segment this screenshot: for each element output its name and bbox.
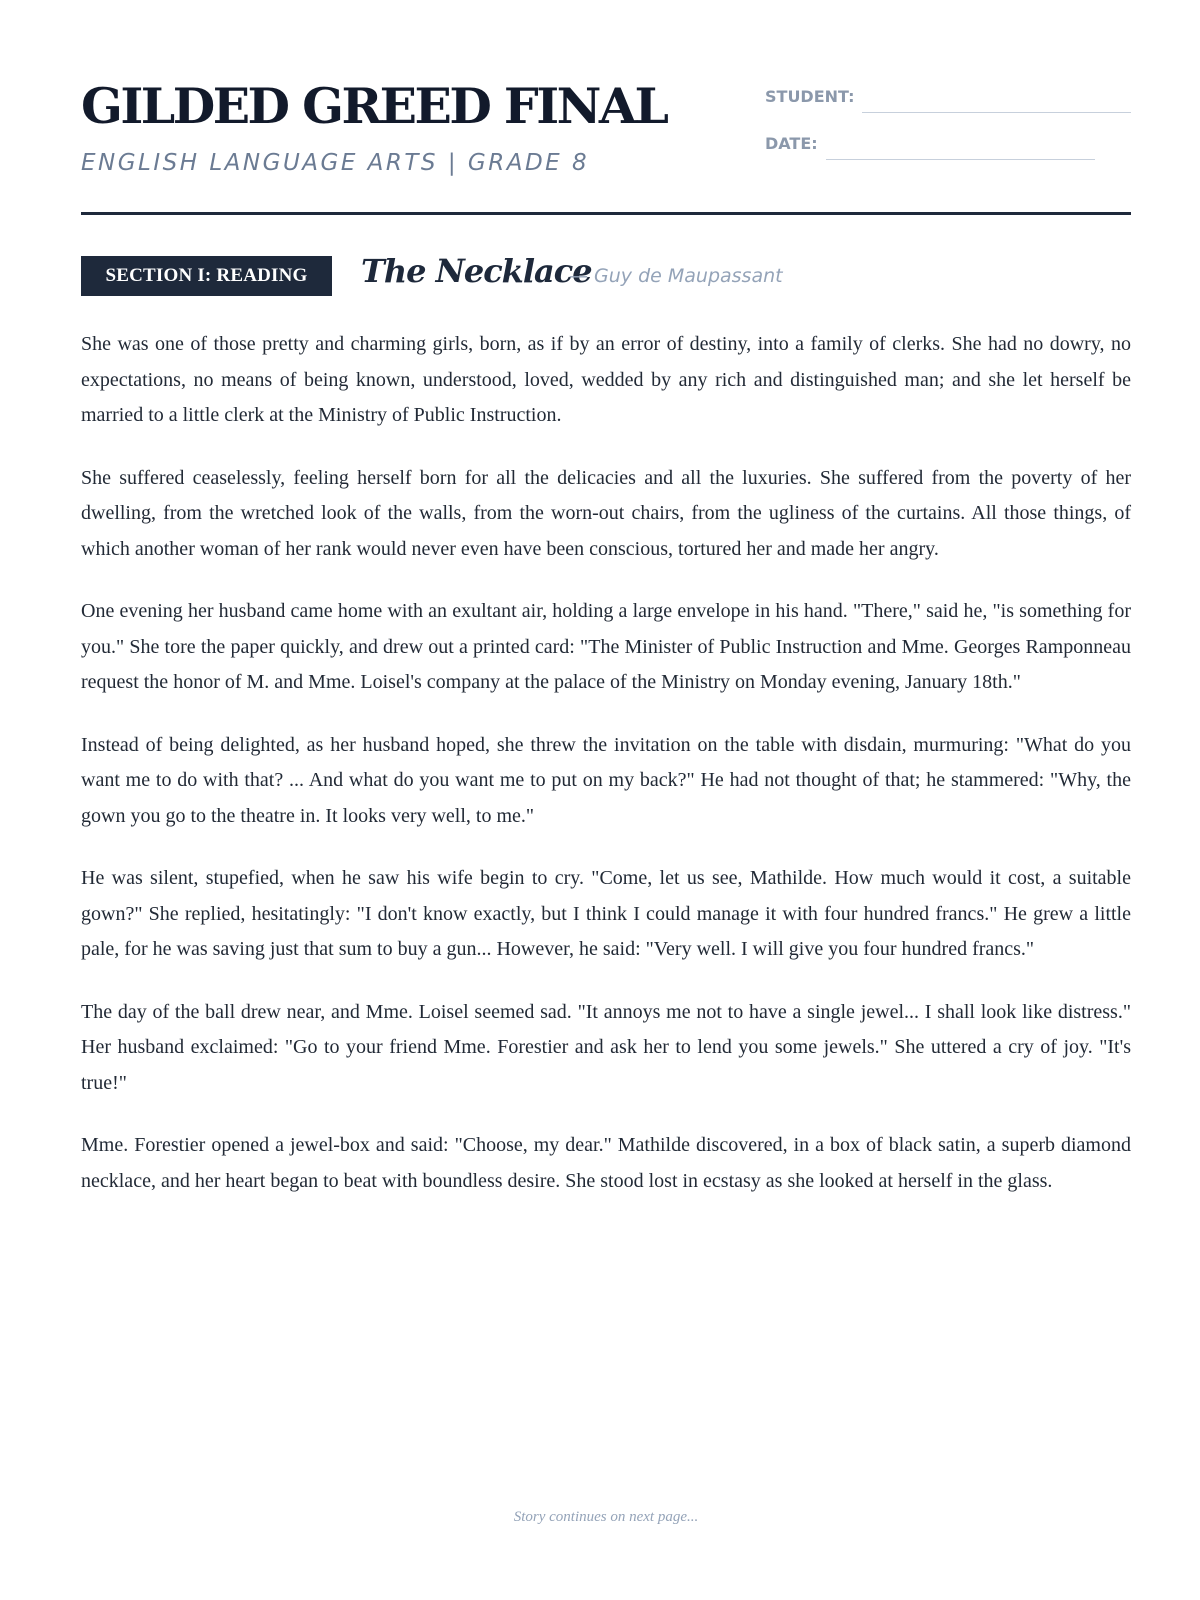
date-label: DATE:	[765, 134, 818, 153]
exam-header	[81, 78, 1131, 215]
passage-paragraph: She was one of those pretty and charming girls, born, as if by an error of destiny, into a family of clerks. She had no dowry, no expectations, no means of being known, understood, loved, wedded by any rich and distinguished man; and she let herself be married to a little clerk at the Ministry of Public Instruction.	[81, 333, 1131, 426]
exam-title: GILDED GREED FINAL	[81, 77, 667, 135]
story-author: — Guy de Maupassant	[569, 265, 783, 287]
student-name-line[interactable]	[862, 112, 1131, 113]
passage-paragraph: He was silent, stupefied, when he saw his wife begin to cry. "Come, let us see, Mathilde. How much would it cost, a suitable gown?" She replied, hesitatingly: "I don't know exactly, but I think I could manage it with four hundred francs." He grew a little pale, for he was saving just that sum to buy a gun... However, he said: "Very well. I will give you four hundred francs."	[81, 867, 1131, 960]
passage-paragraph: The day of the ball drew near, and Mme. Loisel seemed sad. "It annoys me not to have a single jewel... I shall look like distress." Her husband exclaimed: "Go to your friend Mme. Forestier and ask her to lend you some jewels." She uttered a cry of joy. "It's true!"	[81, 1000, 1131, 1094]
passage-paragraph: Instead of being delighted, as her husband hoped, she threw the invitation on the table with disdain, murmuring: "What do you want me to do with that? ... And what do you want me to put on my back?" He had not thought of that; he stammered: "Why, the gown you go to the theatre in. It looks very well, to me."	[81, 733, 1131, 827]
passage-paragraph: Mme. Forestier opened a jewel-box and said: "Choose, my dear." Mathilde discovered, in a box of black satin, a superb diamond necklace, and her heart began to beat with boundless desire. She stood lost in ecstasy as she looked at herself in the glass.	[81, 1134, 1131, 1192]
course-subtitle: ENGLISH LANGUAGE ARTS | GRADE 8	[81, 150, 590, 176]
passage-paragraph: One evening her husband came home with an exultant air, holding a large envelope in his hand. "There," said he, "is something for you." She tore the paper quickly, and drew out a printed card: "The Minister of Public Instruction and Mme. Georges Ramponneau request the honor of M. and Mme. Loisel's company at the palace of the Ministry on Monday evening, January 18th."	[81, 600, 1131, 693]
date-line[interactable]	[826, 159, 1095, 160]
exam-page	[81, 0, 1131, 1600]
story-title: The Necklace	[361, 252, 592, 290]
reading-passage	[81, 327, 1131, 1226]
continuation-note: Story continues on next page...	[513, 1509, 699, 1525]
section-badge: SECTION I: READING	[81, 256, 332, 296]
student-label: STUDENT:	[765, 87, 855, 106]
passage-paragraph: She suffered ceaselessly, feeling herself born for all the delicacies and all the luxuries. She suffered from the poverty of her dwelling, from the wretched look of the walls, from the worn-out chairs, from the ugliness of the curtains. All those things, of which another woman of her rank would never even have been conscious, tortured her and made her angry.	[81, 466, 1131, 560]
